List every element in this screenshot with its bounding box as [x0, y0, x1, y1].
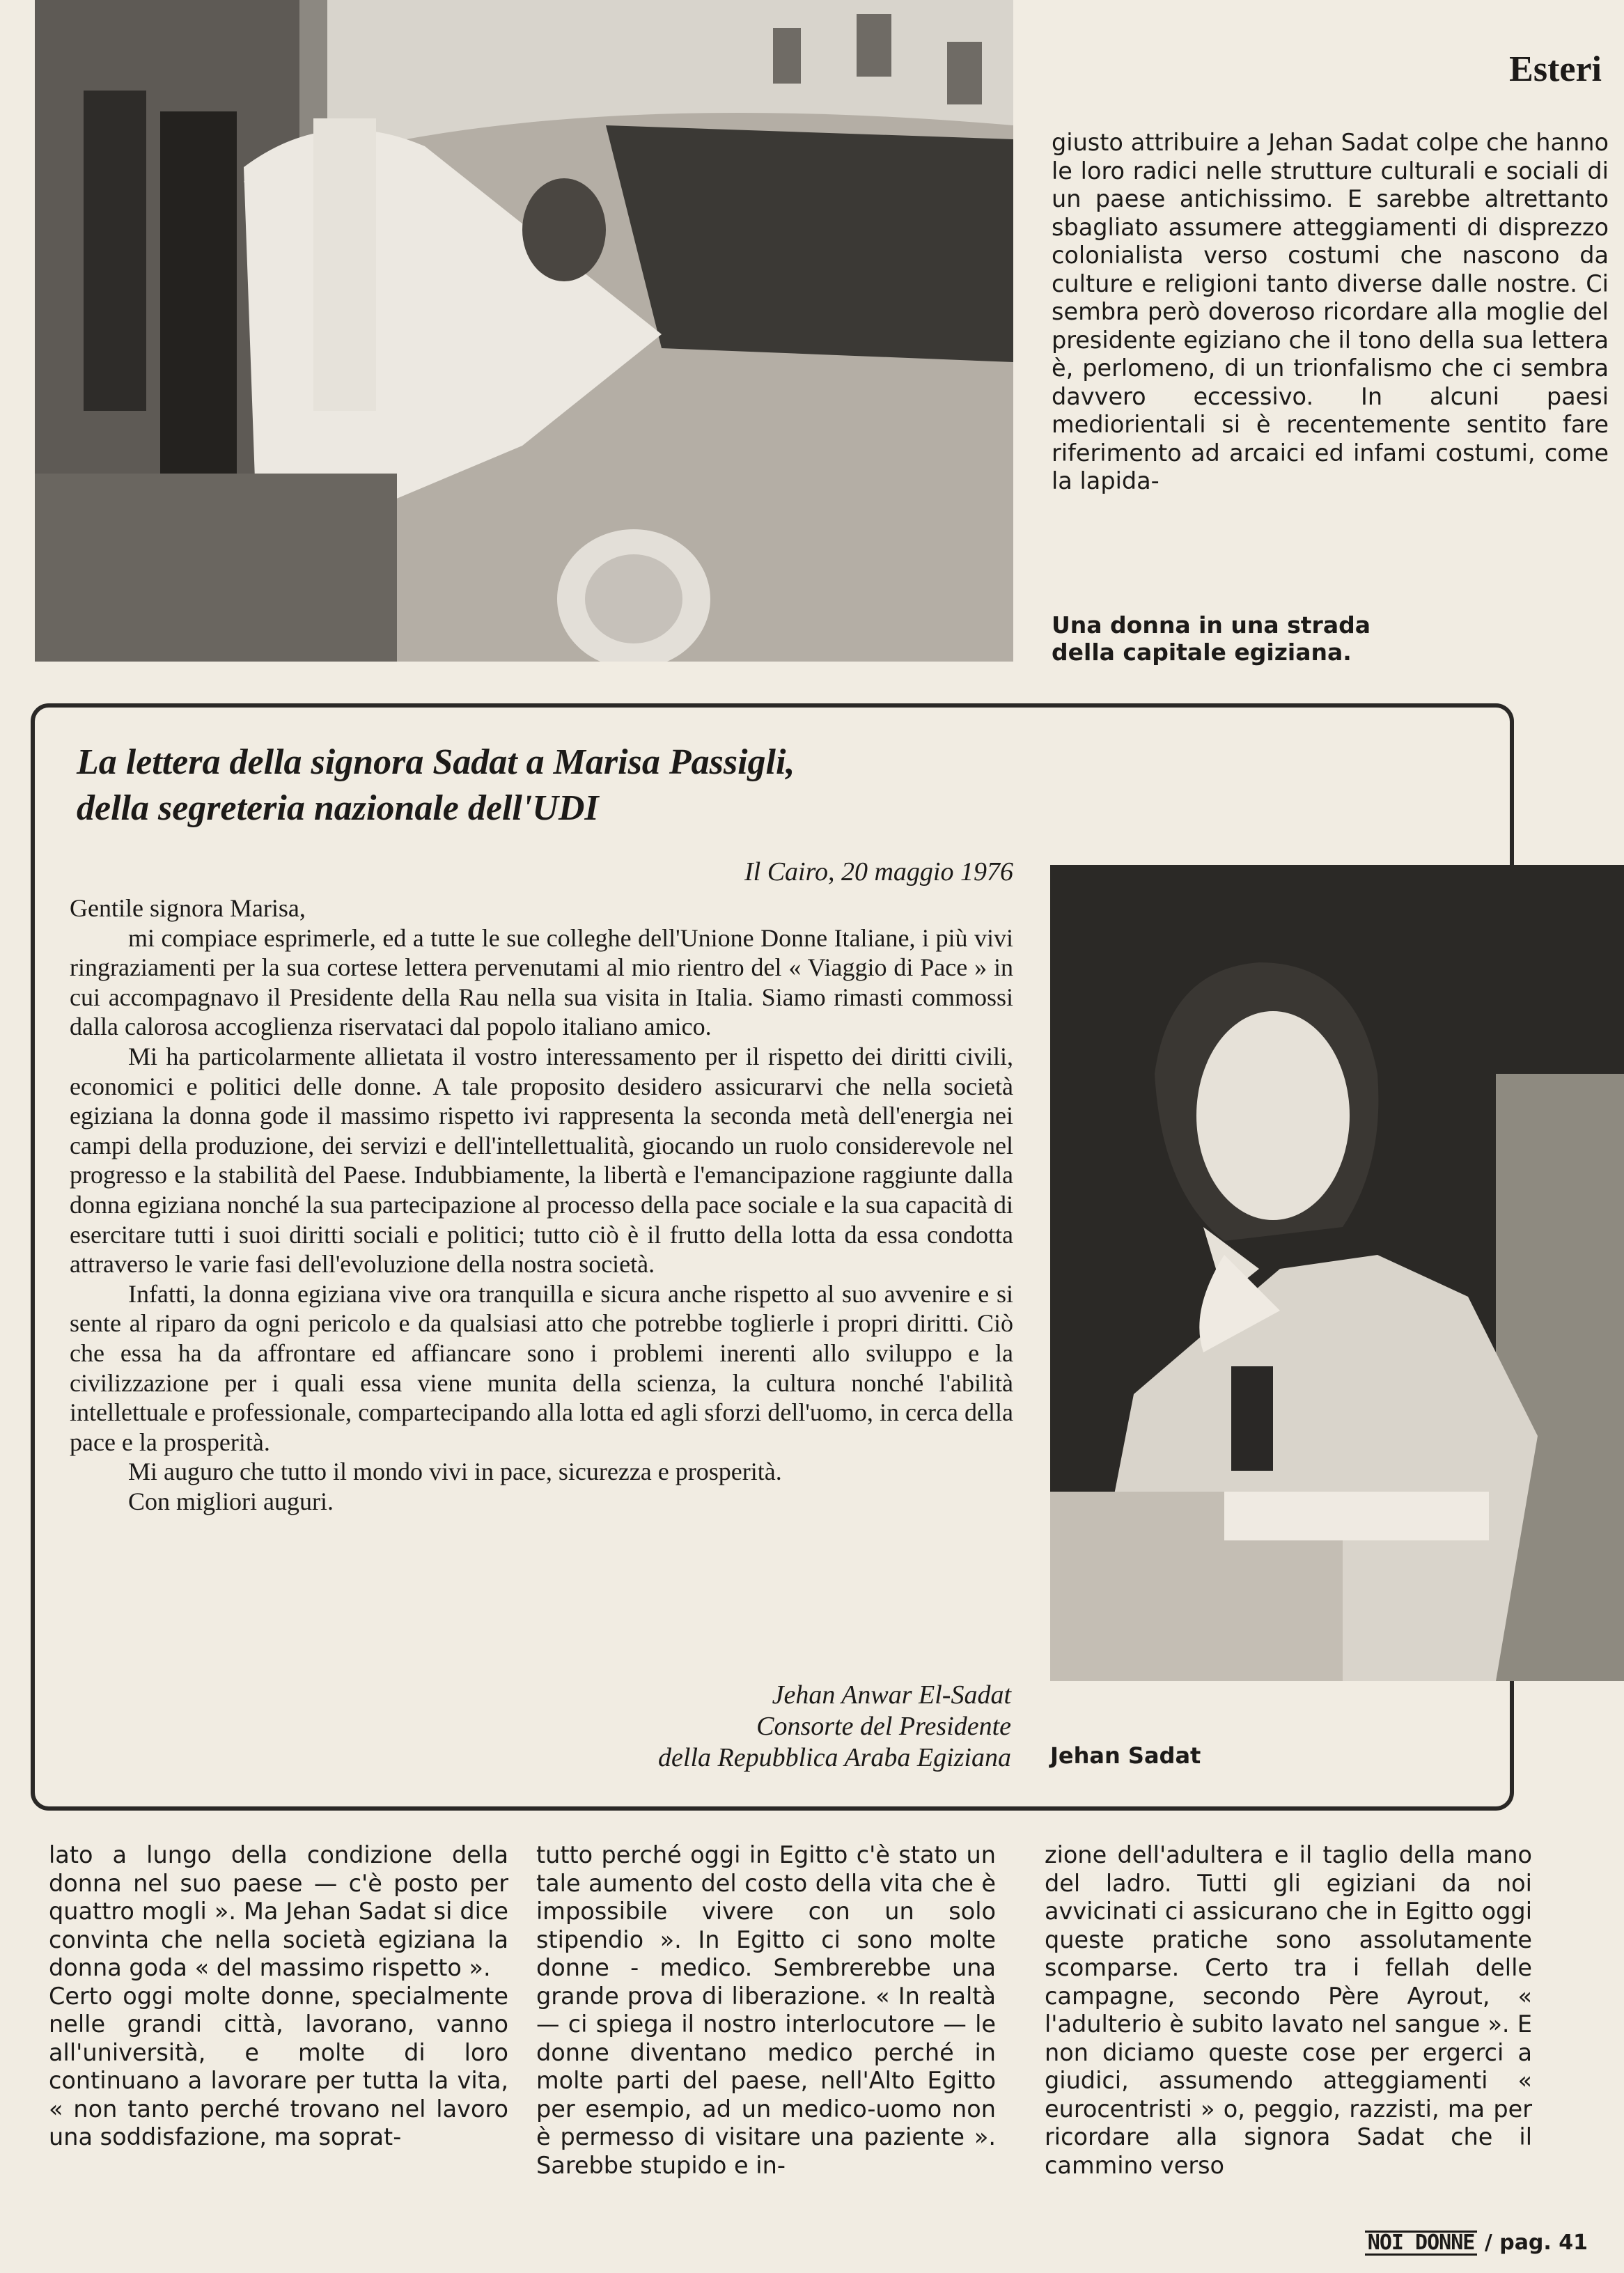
letter-signature: Jehan Anwar El-Sadat Consorte del Presidente della Repubblica Araba Egiziana [658, 1680, 1011, 1772]
street-photo-drawing [35, 0, 1013, 662]
portrait-photo-drawing [1050, 865, 1624, 1681]
letter-title: La lettera della signora Sadat a Marisa Passigli, della segreteria nazionale dell'UDI [77, 742, 795, 828]
letter-paragraph: Con migliori auguri. [128, 1487, 334, 1515]
letter-date: Il Cairo, 20 maggio 1976 [744, 857, 1013, 886]
article-column-bottom-3: zione dell'adultera e il taglio della mano del ladro. Tutti gli egiziani da noi avvicinati ci assicurano che in Egitto oggi queste pratiche sono assolutamente scomparse. Certo tra i fellah delle campagne, secondo Père Ayrout, « l'adulterio è subito lavato nel sangue ». E non diciamo queste cose per ergerci a giudici, assumendo atteggiamenti « eurocentristi » o, peggio, razzisti, ma per ricordare alla signora Sadat che il cammino verso [1045, 1841, 1532, 2179]
page-footer [1254, 2231, 1588, 2256]
letter-body [70, 893, 1013, 1516]
letter-paragraph: Mi auguro che tutto il mondo vivi in pace, sicurezza e prosperità. [128, 1458, 782, 1486]
page-number: / pag. 41 [1484, 2231, 1588, 2255]
letter-salutation: Gentile signora Marisa, [70, 894, 306, 922]
street-photo [35, 0, 1013, 662]
article-column-top: giusto attribuire a Jehan Sadat colpe che hanno le loro radici nelle strutture culturali e sociali di un paese antichissimo. E sarebbe altrettanto sbagliato assumere atteggiamenti di disprezzo colonialista verso costumi che nascono da culture e religioni tanto diverse dalle nostre. Ci sembra però doveroso ricordare alla moglie del presidente egiziano che il tono della sua lettera è, perlomeno, di un trionfalismo che ci sembra davvero eccessivo. In alcuni paesi mediorientali si è recentemente sentito fare riferimento ad arcaici ed infami costumi, come la lapida- [1052, 129, 1609, 494]
article-column-bottom-1: lato a lungo della condizione della donna nel suo paese — c'è posto per quattro mogli ». Ma Jehan Sadat si dice convinta che nella società egiziana la donna goda « del massimo rispetto ». Certo oggi molte donne, specialmente nelle grandi città, lavorano, vanno all'università, e molte di loro continuano a lavorare per tutta la vita, « non tanto perché trovano nel lavoro una soddisfazione, ma soprat- [49, 1841, 508, 2150]
section-label: Esteri [1509, 49, 1602, 89]
letter-paragraph: Infatti, la donna egiziana vive ora tranquilla e sicura anche rispetto al suo avvenire e si sente al riparo da ogni pericolo e da qualsiasi atto che potrebbe toglierle i propri diritti. Ciò che essa ha da affrontare ed affiancare sono i problemi inerenti allo sviluppo e la civilizzazione per i quali essa viene munita della scienza, la cultura nonché l'abilità intellettuale e professionale, compartecipando alla lotta ed agli sforzi dell'uomo, in cerca della pace e la prosperità. [70, 1279, 1013, 1456]
portrait-photo [1050, 865, 1624, 1681]
article-column-bottom-2: tutto perché oggi in Egitto c'è stato un tale aumento del costo della vita che è impossibile vivere con un solo stipendio ». In Egitto ci sono molte donne - medico. Sembrerebbe una grande prova di liberazione. « In realtà — ci spiega il nostro interlocutore — le donne diventano medico perché in molte parti del paese, nell'Alto Egitto per esempio, ad un medico-uomo non è permesso di visitare una paziente ». Sarebbe stupido e in- [536, 1841, 996, 2179]
portrait-caption: Jehan Sadat [1050, 1742, 1201, 1769]
magazine-logo: NOI DONNE [1365, 2231, 1478, 2256]
street-photo-caption: Una donna in una strada della capitale egiziana. [1052, 611, 1371, 666]
letter-paragraph: mi compiace esprimerle, ed a tutte le sue colleghe dell'Unione Donne Italiane, i più vivi ringraziamenti per la sua cortese lettera pervenutami al mio rientro del « Viaggio di Pace » in cui accompagnavo il Presidente della Rau nella sua visita in Italia. Siamo rimasti commossi dalla calorosa accoglienza riservataci dal popolo italiano amico. [70, 923, 1013, 1041]
letter-paragraph: Mi ha particolarmente allietata il vostro interessamento per il rispetto dei diritti civili, economici e politici delle donne. A tale proposito desidero assicurarvi che nella società egiziana la donna gode il massimo rispetto ivi rappresenta la seconda metà dell'energia nei campi della produzione, dei servizi e dell'intellettualità, giocando un ruolo considerevole nel progresso e la stabilità del Paese. Indubbiamente, la libertà e l'emancipazione raggiunte dalla donna egiziana nonché la sua partecipazione al processo della pace sociale e la sua capacità di esercitare tutti i suoi diritti sociali e politici; tutto ciò è il frutto della lotta da essa condotta attraverso le varie fasi dell'evoluzione della nostra società. [70, 1042, 1013, 1279]
